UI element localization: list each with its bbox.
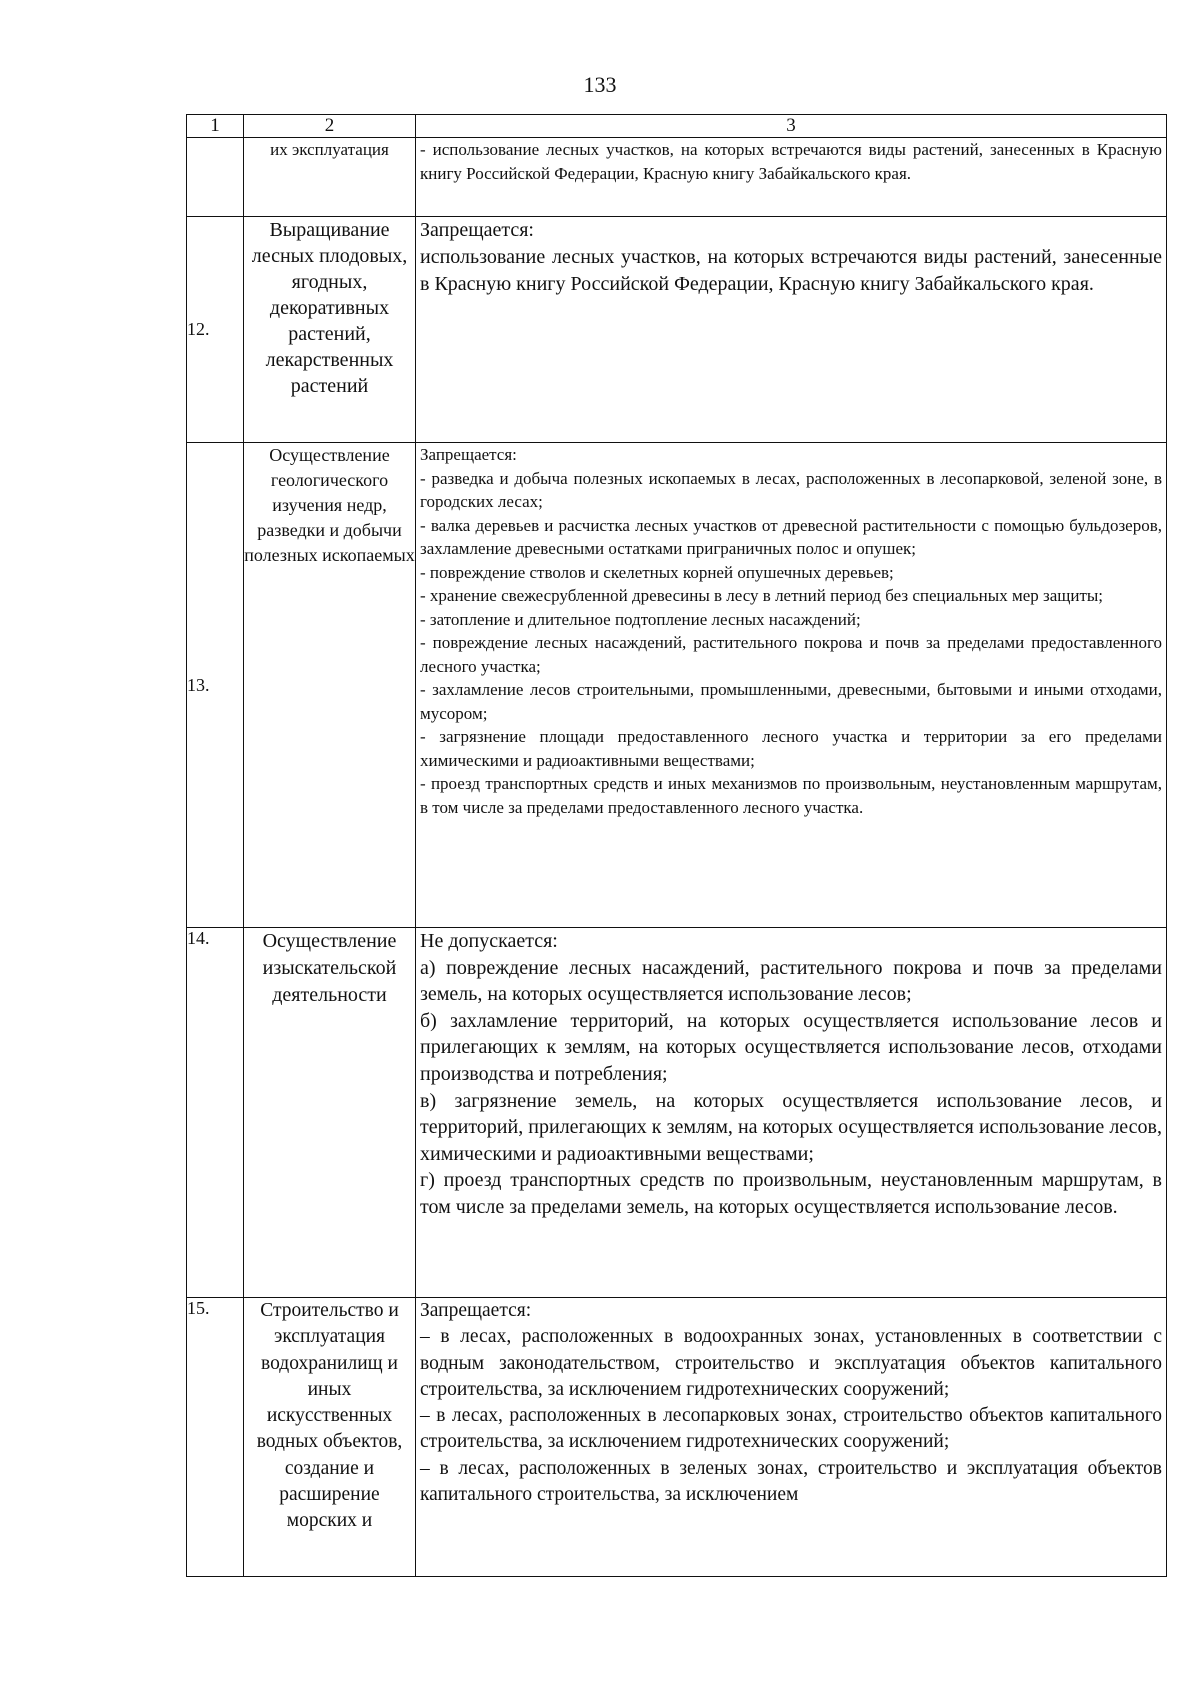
restrictions-cell: [416, 217, 1167, 443]
column-header-2: 2: [244, 115, 416, 138]
restriction-line: - захламление лесов строительными, промышленными, древесными, бытовыми и иными отходами, мусором;: [420, 680, 1162, 723]
restriction-heading: Не допускается:: [420, 930, 558, 952]
row-number: 15.: [187, 1298, 244, 1577]
table-row-14: [187, 928, 1167, 1298]
activity-name: Выращивание лесных плодовых, ягодных, декоративных растений, лекарственных растений: [244, 217, 416, 443]
restriction-line: - хранение свежесрубленной древесины в лесу в летний период без специальных мер защиты;: [420, 586, 1104, 605]
table-row-continuation: [187, 138, 1167, 217]
restriction-line: – в лесах, расположенных в лесопарковых зонах, строительство объектов капитального строительства, за исключением гидротехнических сооружений;: [420, 1405, 1162, 1453]
restrictions-cell: [416, 1298, 1167, 1577]
table-row-12: [187, 217, 1167, 443]
restriction-line: - валка деревьев и расчистка лесных участков от древесной растительности с помощью бульдозеров, захламление древесными остатками приграничных полос и опушек;: [420, 515, 1162, 558]
restriction-line: - повреждение лесных насаждений, растительного покрова и почв за пределами предоставленного лесного участка;: [420, 633, 1162, 676]
restrictions-cell: [416, 443, 1167, 928]
restriction-heading: Запрещается:: [420, 445, 517, 464]
restriction-line: использование лесных участков, на которых встречаются виды растений, занесенные в Красную книгу Российской Федерации, Красную книгу Забайкальского края.: [420, 246, 1162, 295]
column-header-3: 3: [416, 115, 1167, 138]
restriction-line: - разведка и добыча полезных ископаемых в лесах, расположенных в лесопарковой, зеленой зоне, в городских лесах;: [420, 468, 1162, 511]
activity-name: Осуществление изыскательской деятельности: [244, 928, 416, 1298]
restriction-line: - использование лесных участков, на которых встречаются виды растений, занесенных в Красную книгу Российской Федерации, Красную книгу Забайкальского края.: [420, 140, 1162, 183]
table-header-row: [187, 115, 1167, 138]
restriction-line: а) повреждение лесных насаждений, растительного покрова и почв за пределами земель, на которых осуществляется использование лесов;: [420, 956, 1162, 1006]
activity-name: их эксплуатация: [244, 138, 416, 217]
restriction-line: – в лесах, расположенных в зеленых зонах, строительство и эксплуатация объектов капитального строительства, за исключением: [420, 1457, 1162, 1506]
restriction-line: г) проезд транспортных средств по произвольным, неустановленным маршрутам, в том числе за пределами земель, на которых осуществляется использование лесов.: [420, 1169, 1162, 1218]
table-row-15: [187, 1298, 1167, 1577]
page-number: 133: [583, 72, 617, 97]
table-row-13: [187, 443, 1167, 928]
restriction-heading: Запрещается:: [420, 1300, 532, 1321]
restriction-line: - повреждение стволов и скелетных корней опушечных деревьев;: [420, 562, 894, 582]
restriction-line: б) захламление территорий, на которых осуществляется использование лесов и прилегающих к землям, на которых осуществляется использование лесов, отходами производства и потребления;: [420, 1009, 1162, 1085]
restriction-line: - загрязнение площади предоставленного лесного участка и территории за его пределами химическими и радиоактивными веществами;: [420, 727, 1162, 770]
row-number: [187, 138, 244, 217]
restriction-line: - проезд транспортных средств и иных механизмов по произвольным, неустановленным маршрутам, в том числе за пределами предоставленного лесного участка.: [420, 774, 1162, 817]
activity-name: Строительство и эксплуатация водохранилищ и иных искусственных водных объектов, создание и расширение морских и: [244, 1298, 416, 1577]
restrictions-cell: [416, 138, 1167, 217]
row-number: 12.: [187, 217, 244, 443]
restriction-line: - затопление и длительное подтопление лесных насаждений;: [420, 609, 861, 629]
column-header-1: 1: [187, 115, 244, 138]
restriction-line: – в лесах, расположенных в водоохранных зонах, установленных в соответствии с водным законодательством, строительство и эксплуатация объектов капитального строительства, за исключением гидротехнических сооружений;: [420, 1326, 1162, 1400]
restrictions-cell: [416, 928, 1167, 1298]
row-number: 13.: [187, 443, 244, 928]
activity-name: Осуществление геологического изучения недр, разведки и добычи полезных ископаемых: [244, 443, 416, 928]
row-number: 14.: [187, 928, 244, 1298]
restriction-heading: Запрещается:: [420, 219, 534, 241]
restriction-line: в) загрязнение земель, на которых осуществляется использование лесов, и территорий, прилегающих к землям, на которых осуществляется использование лесов, химическими и радиоактивными веществами;: [420, 1089, 1162, 1165]
regulations-table: [186, 114, 1167, 1577]
